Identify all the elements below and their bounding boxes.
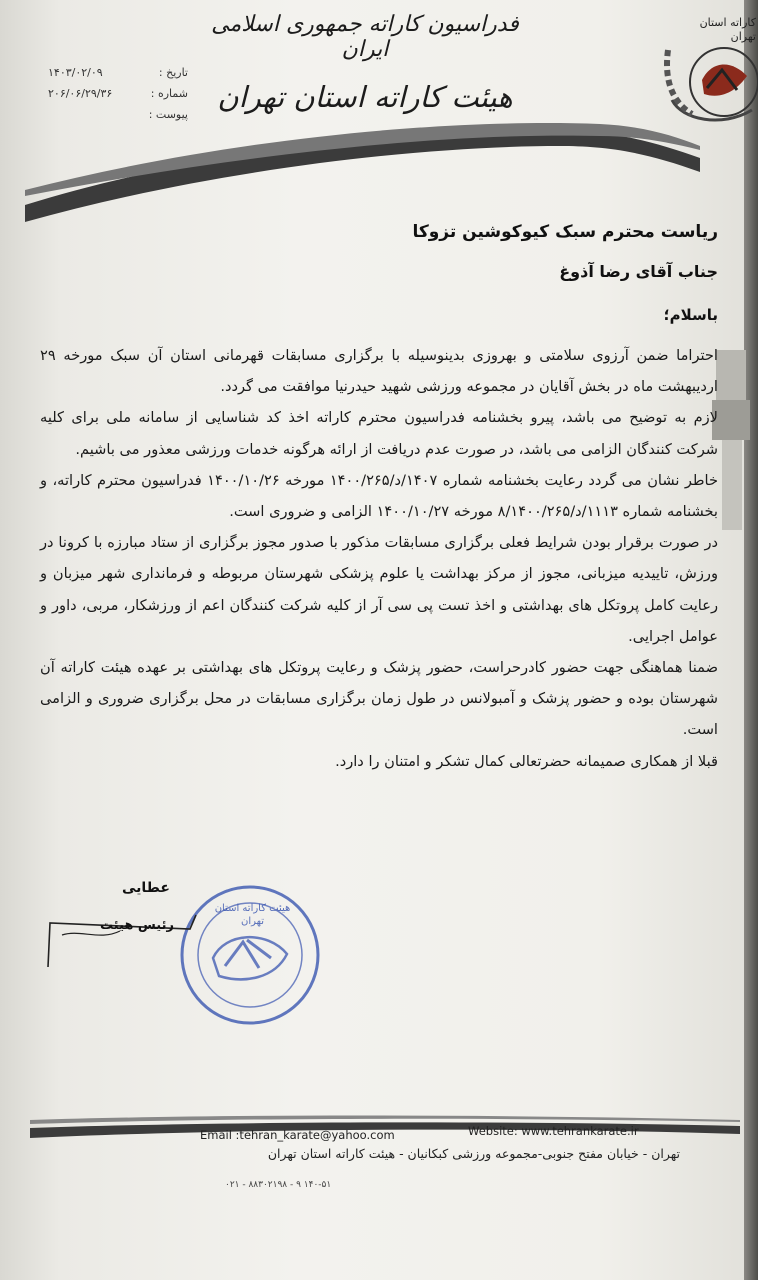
number-label: شماره : bbox=[150, 87, 188, 100]
body-paragraph: در صورت برقرار بودن شرایط فعلی برگزاری مسابقات مذکور با صدور مجوز برگزاری از ستاد مبارزه با کرونا در ورزش، تاییدیه میزبانی، مجوز از مرکز بهداشت یا علوم پزشکی شهرستان مربوطه و فرمانداری شهر میزبان و رعایت کامل پروتکل های بهداشتی و اخذ تست پی سی آر از کلیه شرکت کنندگان اعم از ورزشکار، مربی، داور و عوامل اجرایی. bbox=[40, 534, 718, 645]
greeting: باسلام؛ bbox=[663, 306, 718, 324]
footer-address: تهران - خیابان مفتح جنوبی-مجموعه ورزشی کبکانیان - هیئت کاراته استان تهران bbox=[267, 1146, 680, 1161]
handwritten-signature bbox=[40, 905, 210, 975]
body-paragraph: قبلا از همکاری صمیمانه حضرتعالی کمال تشکر و امتنان را دارد. bbox=[335, 752, 718, 770]
signatory-name: عطایی bbox=[122, 880, 170, 896]
board-name: هیئت کاراته استان تهران bbox=[217, 80, 513, 114]
body-paragraph: ضمنا هماهنگی جهت حضور کادرحراست، حضور پزشک و رعایت پروتکل های بهداشتی بر عهده هیئت کاراته آن شهرستان بوده و حضور پزشک و آمبولانس در طول زمان برگزاری مسابقات در محل برگزاری ضروری و الزامی است. bbox=[40, 659, 718, 739]
body-paragraph: احتراما ضمن آرزوی سلامتی و بهروزی بدینوسیله با برگزاری مسابقات قهرمانی استان آن سبک مورخه ۲۹ اردیبهشت ماه در بخش آقایان در مجموعه ورزشی شهید حیدرنیا موافقت می گردد. bbox=[40, 347, 718, 396]
letterhead bbox=[200, 12, 530, 114]
body-paragraph: لازم به توضیح می باشد، پیرو بخشنامه فدراسیون محترم کاراته اخذ کد شناسایی از سامانه ملی برای کلیه شرکت کنندگان الزامی می باشد، در صورت عدم دریافت از ارائه هرگونه خدمات ورزشی معذور می باشیم. bbox=[40, 409, 718, 458]
milad-tower-watermark bbox=[712, 330, 752, 530]
footer-email: Email :tehran_karate@yahoo.com bbox=[200, 1128, 395, 1142]
recipient-title: ریاست محترم سبک کیوکوشین تزوکا bbox=[412, 222, 718, 242]
attachment-label: پیوست : bbox=[148, 108, 188, 121]
footer-website: Website: www.tehrankarate.ir bbox=[468, 1124, 639, 1138]
date-value: ۱۴۰۳/۰۲/۰۹ bbox=[48, 66, 103, 79]
logo-text: کاراته استان تهران bbox=[699, 16, 756, 43]
stamp-text: هیئت کاراته استان تهران bbox=[214, 903, 291, 927]
letter-body bbox=[40, 340, 718, 777]
federation-name: فدراسیون کاراته جمهوری اسلامی ایران bbox=[211, 12, 519, 62]
footer-phones: ۰۲۱ - ۸۸۳۰۲۱۹۸ - ۹ ۱۴۰-۵۱ bbox=[225, 1180, 332, 1190]
recipient-name: جناب آقای رضا آذوغ bbox=[559, 262, 718, 281]
body-paragraph: خاطر نشان می گردد رعایت بخشنامه شماره ۱۴۰۷/د/۱۴۰۰/۲۶۵ مورخه ۱۴۰۰/۱۰/۲۶ فدراسیون محترم کاراته، و بخشنامه شماره ۱۱۱۳/د/۸/۱۴۰۰/۲۶۵ مورخه ۱۴۰۰/۱۰/۲۷ الزامی و ضروری است. bbox=[40, 471, 718, 521]
signatory-role: رئیس هیئت bbox=[100, 918, 174, 933]
date-label: تاریخ : bbox=[158, 66, 188, 79]
number-value: ۲۰۶/۰۶/۲۹/۳۶ bbox=[48, 87, 113, 100]
letter-meta bbox=[48, 62, 188, 125]
